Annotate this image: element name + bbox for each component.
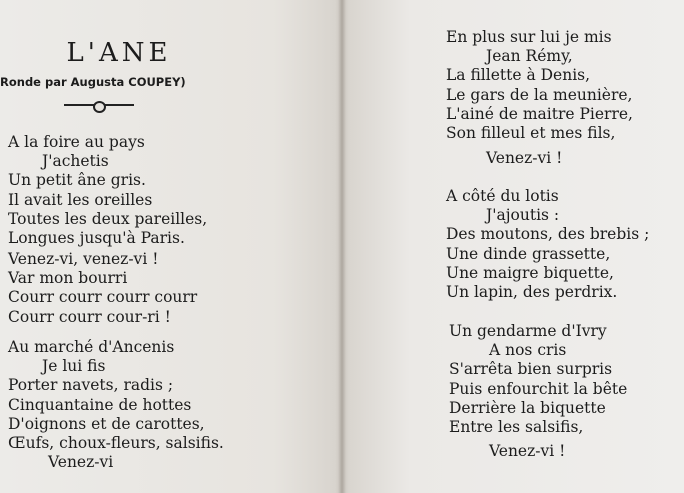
verse-line: Je lui fis <box>42 357 106 376</box>
verse-line: Venez-vi ! <box>489 442 566 461</box>
verse-line: J'achetis <box>42 152 109 171</box>
verse-line: L'ainé de maitre Pierre, <box>446 104 633 123</box>
verse-line: Jean Rémy, <box>486 47 573 66</box>
verse-line: Porter navets, radis ; <box>8 376 174 395</box>
verse-line: Var mon bourri <box>8 269 128 288</box>
verse-line: Un lapin, des perdrix. <box>446 283 618 302</box>
stanza-2-refrain <box>8 250 197 327</box>
verse-line: Cinquantaine de hottes <box>8 395 192 414</box>
stanza-6 <box>449 322 627 461</box>
page-fold <box>338 0 346 493</box>
verse-line: Venez-vi, venez-vi ! <box>8 250 159 268</box>
verse-line: Toutes les deux pareilles, <box>8 209 208 228</box>
verse-line: La fillette à Denis, <box>446 66 591 85</box>
verse-line: Puis enfourchit la bête <box>449 379 628 398</box>
verse-line: Le gars de la meunière, <box>446 85 633 104</box>
verse-line: Venez-vi <box>48 453 114 472</box>
stanza-1 <box>8 133 207 248</box>
verse-line: Au marché d'Ancenis <box>8 338 175 356</box>
verse-line: S'arrêta bien surpris <box>449 360 613 379</box>
verse-line: Des moutons, des brebis ; <box>446 225 650 244</box>
poem-subtitle: Ronde par Augusta COUPEY) <box>0 75 186 89</box>
verse-line: Venez-vi ! <box>486 149 563 168</box>
verse-line: Son filleul et mes fils, <box>446 124 616 143</box>
stanza-4 <box>446 28 633 168</box>
verse-line: Courr courr cour-ri ! <box>8 307 171 326</box>
verse-line: Entre les salsifis, <box>449 418 584 437</box>
verse-line: Un petit âne gris. <box>8 171 146 190</box>
verse-line: Longues jusqu'à Paris. <box>8 229 185 248</box>
poem-title: L'ANE <box>66 38 172 68</box>
stanza-5 <box>446 187 649 302</box>
verse-line: Il avait les oreilles <box>8 190 153 209</box>
verse-line: Un gendarme d'Ivry <box>449 322 607 340</box>
verse-line: En plus sur lui je mis <box>446 28 612 46</box>
stanza-3 <box>8 338 224 472</box>
verse-line: J'ajoutis : <box>486 206 560 225</box>
verse-line: A nos cris <box>489 341 567 360</box>
verse-line: Œufs, choux-fleurs, salsifis. <box>8 434 224 453</box>
verse-line: D'oignons et de carottes, <box>8 414 205 433</box>
verse-line: A côté du lotis <box>446 187 559 205</box>
verse-line: Derrière la biquette <box>449 398 606 417</box>
verse-line: A la foire au pays <box>8 133 145 151</box>
verse-line: Une dinde grassette, <box>446 244 611 263</box>
verse-line: Courr courr courr courr <box>8 288 198 307</box>
title-ornament <box>64 103 134 107</box>
verse-line: Une maigre biquette, <box>446 263 614 282</box>
